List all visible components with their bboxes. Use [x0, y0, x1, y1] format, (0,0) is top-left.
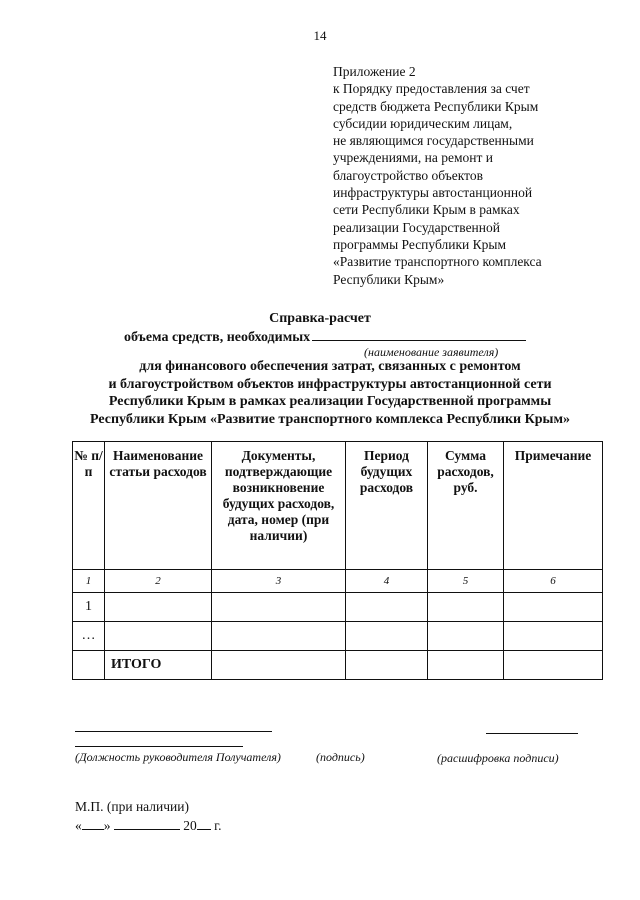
- appendix-line: программы Республики Крым: [333, 236, 507, 252]
- title-subline-text: объема средств, необходимых: [124, 330, 311, 345]
- table-cell[interactable]: [212, 593, 346, 622]
- table-cell[interactable]: [346, 593, 428, 622]
- purpose-line: для финансового обеспечения затрат, связанных с ремонтом: [139, 359, 521, 374]
- column-number: 1: [73, 570, 105, 593]
- purpose-line: Республики Крым в рамках реализации Государственной программы: [108, 394, 552, 409]
- appendix-line: «Развитие транспортного комплекса: [333, 254, 542, 270]
- header-expense-item: Наименование статьи расходов: [105, 442, 212, 570]
- header-number: № п/п: [73, 442, 105, 570]
- appendix-line: Республики Крым»: [333, 271, 445, 287]
- applicant-name-field[interactable]: [312, 328, 526, 341]
- appendix-line: реализации Государственной: [333, 219, 500, 235]
- table-cell[interactable]: [428, 651, 504, 680]
- table-cell[interactable]: [105, 593, 212, 622]
- year-blank[interactable]: [197, 817, 211, 830]
- row-number: …: [73, 622, 105, 651]
- appendix-line: субсидии юридическим лицам,: [333, 115, 513, 131]
- seal-label: М.П. (при наличии): [75, 799, 189, 814]
- year-suffix: г.: [210, 818, 222, 833]
- table-cell[interactable]: [346, 651, 428, 680]
- appendix-line: к Порядку предоставления за счет: [333, 81, 530, 97]
- purpose-line: Республики Крым «Развитие транспортного комплекса Республики Крым»: [90, 411, 570, 427]
- appendix-line: инфраструктуры автостанционной: [333, 185, 533, 201]
- header-documents: Документы, подтверждающие возникновение будущих расходов, дата, номер (при наличии): [212, 442, 346, 570]
- month-blank[interactable]: [114, 817, 180, 830]
- table-cell[interactable]: [504, 651, 603, 680]
- purpose-text: [60, 358, 600, 428]
- table-cell: [73, 651, 105, 680]
- row-number: 1: [73, 593, 105, 622]
- column-number: 6: [504, 570, 603, 593]
- table-cell[interactable]: [212, 651, 346, 680]
- appendix-line: благоустройство объектов: [333, 167, 484, 183]
- date-open-quote: «: [75, 818, 82, 833]
- table-row: [73, 622, 603, 651]
- year-prefix: 20: [183, 818, 197, 833]
- applicant-hint: (наименование заявителя): [364, 345, 499, 359]
- appendix-line: не являющимся государственными: [333, 133, 534, 149]
- table-cell[interactable]: [212, 622, 346, 651]
- appendix-line: сети Республики Крым в рамках: [333, 202, 520, 218]
- position-caption: (Должность руководителя Получателя): [75, 750, 281, 764]
- total-label: ИТОГО: [105, 651, 212, 680]
- appendix-line: Приложение 2: [333, 64, 416, 79]
- appendix-line: учреждениями, на ремонт и: [333, 150, 493, 166]
- date-field: [75, 817, 222, 834]
- table-row: [73, 593, 603, 622]
- position-line[interactable]: [75, 731, 272, 732]
- decryption-line[interactable]: [486, 733, 578, 734]
- decryption-caption: (расшифровка подписи): [437, 751, 559, 765]
- page-number: 14: [313, 28, 327, 43]
- appendix-block: [333, 63, 623, 288]
- header-note: Примечание: [504, 442, 603, 570]
- table-cell[interactable]: [504, 622, 603, 651]
- table-cell[interactable]: [428, 593, 504, 622]
- calculation-table: [72, 441, 603, 680]
- total-row: [73, 651, 603, 680]
- signature-caption: (подпись): [316, 750, 365, 764]
- header-period: Период будущих расходов: [346, 442, 428, 570]
- appendix-line: средств бюджета Республики Крым: [333, 98, 539, 114]
- table-header-row: [73, 442, 603, 570]
- column-number: 2: [105, 570, 212, 593]
- table-cell[interactable]: [346, 622, 428, 651]
- column-number: 5: [428, 570, 504, 593]
- document-title: Справка-расчет: [269, 311, 371, 326]
- position-underline: [75, 746, 243, 747]
- column-number: 4: [346, 570, 428, 593]
- table-cell[interactable]: [504, 593, 603, 622]
- column-number: 3: [212, 570, 346, 593]
- date-close-quote: »: [103, 818, 111, 833]
- day-blank[interactable]: [82, 817, 104, 830]
- table-cell[interactable]: [105, 622, 212, 651]
- purpose-line: и благоустройством объектов инфраструктуры автостанционной сети: [108, 376, 552, 392]
- column-number-row: [73, 570, 603, 593]
- header-amount: Сумма расходов, руб.: [428, 442, 504, 570]
- table-cell[interactable]: [428, 622, 504, 651]
- title-subline: [124, 328, 526, 346]
